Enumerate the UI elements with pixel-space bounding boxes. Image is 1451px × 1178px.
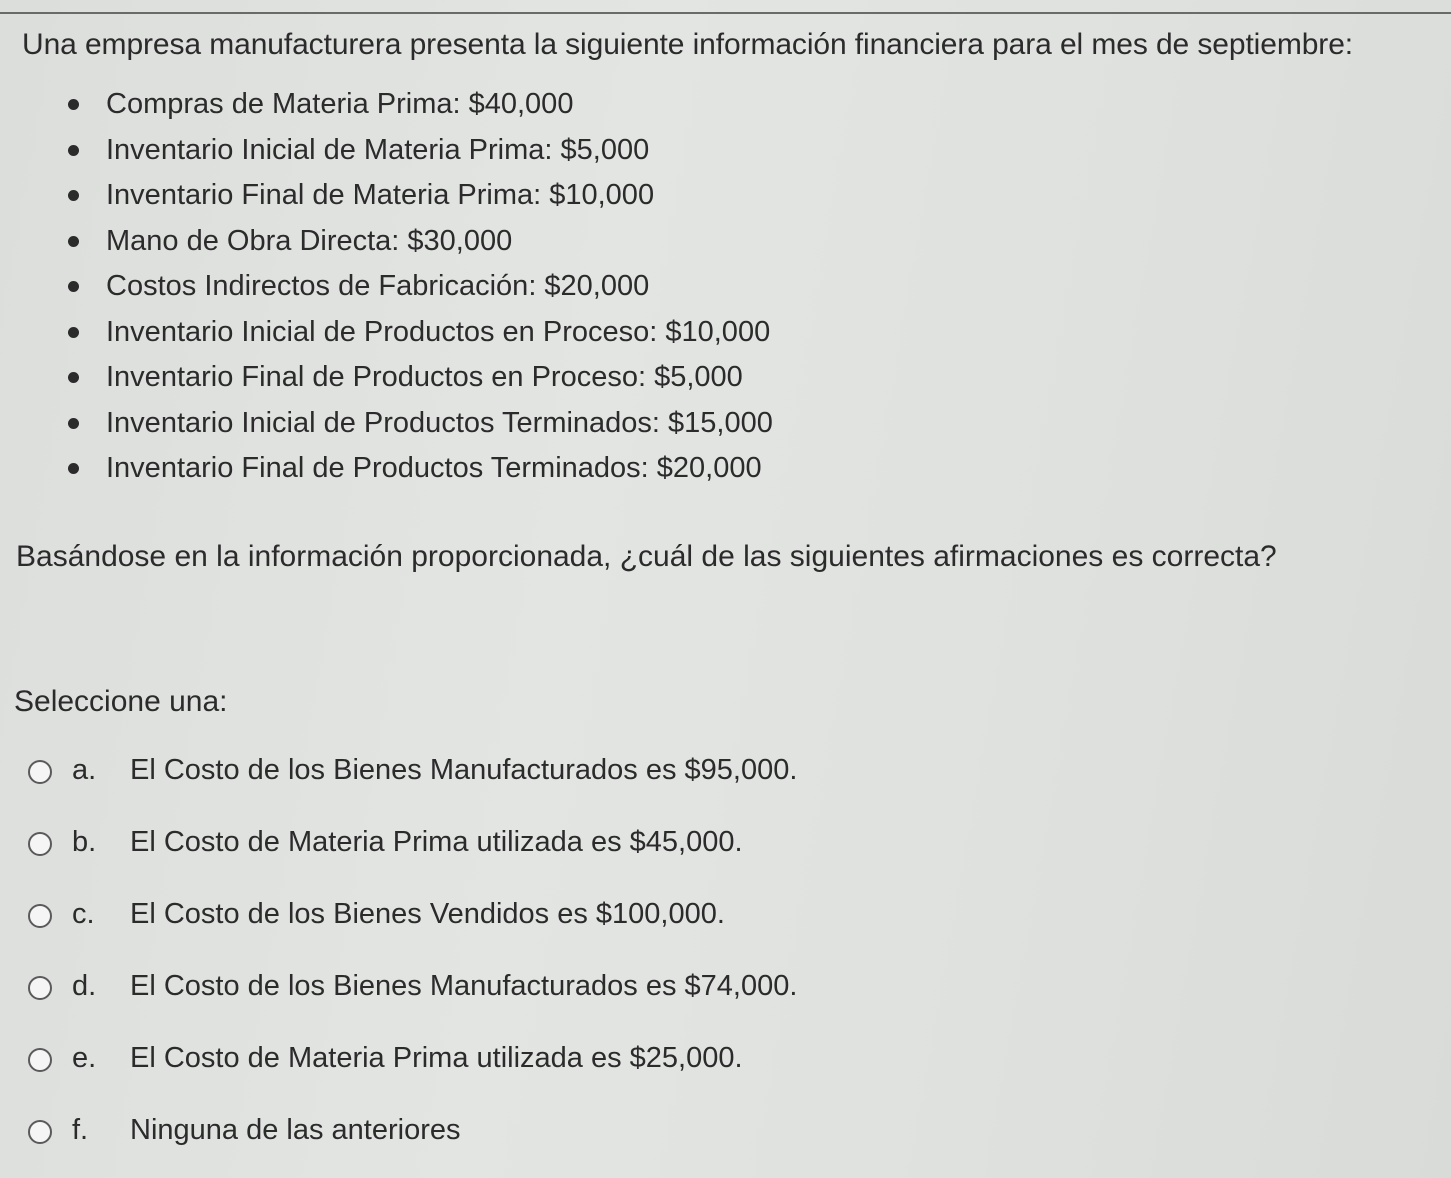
select-prompt: Seleccione una: [14, 685, 228, 718]
option-label[interactable]: Ninguna de las anteriores [130, 1114, 461, 1146]
bullet-icon [68, 418, 79, 429]
option-letter: e. [72, 1042, 97, 1074]
radio-button-b[interactable] [28, 832, 52, 856]
list-item-text: Inventario Final de Productos Terminados: $20,000 [106, 452, 762, 484]
list-item [0, 173, 773, 219]
option-label[interactable]: El Costo de los Bienes Vendidos es $100,000. [130, 898, 725, 930]
list-item-text: Inventario Inicial de Productos en Proceso: $10,000 [106, 315, 771, 348]
radio-button-d[interactable] [28, 976, 52, 1000]
list-item-text: Costos Indirectos de Fabricación: $20,000 [106, 270, 650, 302]
list-item [0, 446, 773, 492]
list-item [0, 355, 773, 401]
list-item [0, 264, 773, 310]
top-divider [0, 0, 1451, 14]
list-item-text: Compras de Materia Prima: $40,000 [106, 88, 574, 120]
list-item [0, 401, 773, 447]
bullet-icon [68, 463, 79, 474]
question-text: Basándose en la información proporcionada, ¿cuál de las siguientes afirmaciones es correcta? [16, 540, 1277, 573]
list-item [0, 219, 773, 265]
option-label[interactable]: El Costo de Materia Prima utilizada es $25,000. [130, 1042, 743, 1074]
radio-button-a[interactable] [28, 760, 52, 784]
bullet-icon [68, 190, 79, 201]
radio-button-f[interactable] [28, 1120, 52, 1144]
list-item-text: Inventario Inicial de Materia Prima: $5,000 [106, 133, 650, 166]
list-item [0, 82, 773, 128]
option-letter: d. [72, 970, 97, 1002]
radio-button-c[interactable] [28, 904, 52, 928]
list-item [0, 128, 773, 174]
list-item-text: Mano de Obra Directa: $30,000 [106, 224, 513, 257]
bullet-icon [68, 236, 79, 247]
option-letter: b. [72, 826, 97, 858]
bullet-icon [68, 145, 79, 156]
bullet-icon [68, 281, 79, 292]
option-label[interactable]: El Costo de los Bienes Manufacturados es $95,000. [130, 754, 798, 786]
option-letter: c. [72, 898, 95, 930]
list-item-text: Inventario Inicial de Productos Terminados: $15,000 [106, 406, 773, 439]
list-item [0, 310, 773, 356]
financial-data-list [0, 82, 773, 492]
list-item-text: Inventario Final de Materia Prima: $10,000 [106, 179, 655, 211]
option-letter: f. [72, 1114, 89, 1146]
bullet-icon [68, 327, 79, 338]
question-intro: Una empresa manufacturera presenta la siguiente información financiera para el mes de septiembre: [22, 28, 1354, 61]
option-label[interactable]: El Costo de Materia Prima utilizada es $45,000. [130, 826, 743, 858]
radio-button-e[interactable] [28, 1048, 52, 1072]
bullet-icon [68, 372, 79, 383]
list-item-text: Inventario Final de Productos en Proceso: $5,000 [106, 361, 743, 393]
bullet-icon [68, 99, 79, 110]
option-label[interactable]: El Costo de los Bienes Manufacturados es $74,000. [130, 970, 798, 1002]
option-letter: a. [72, 754, 97, 786]
